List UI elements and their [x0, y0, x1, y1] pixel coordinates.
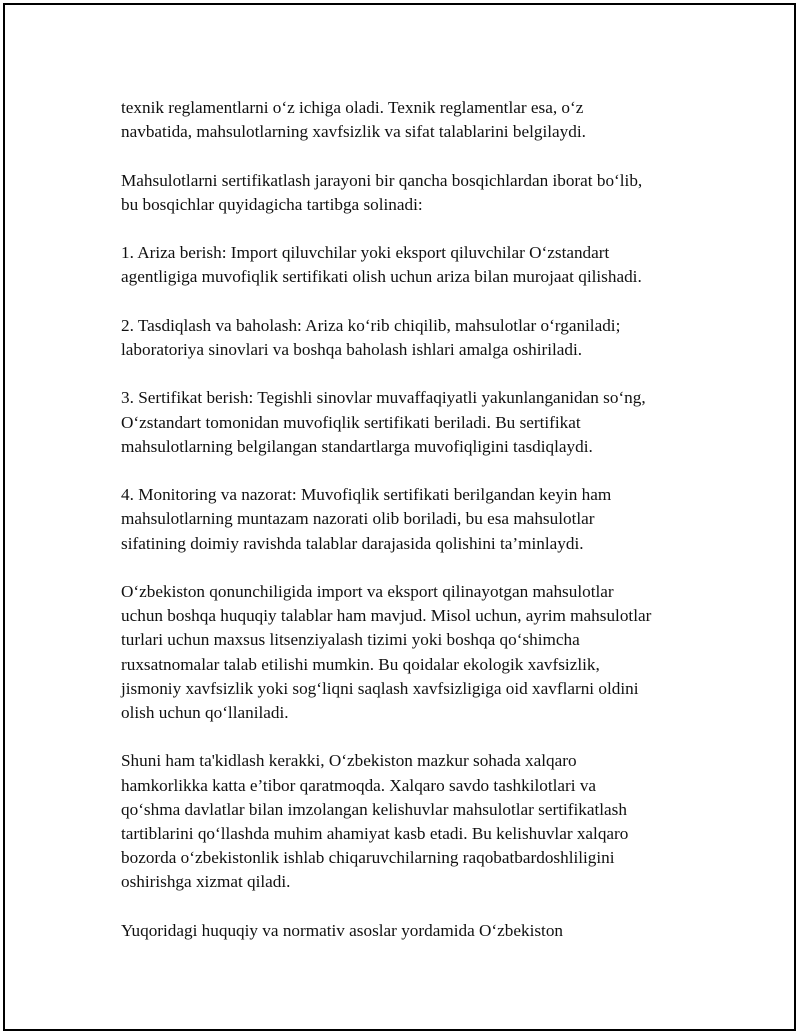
paragraph-5: 3. Sertifikat berish: Tegishli sinovlar muvaffaqiyatli yakunlanganidan so‘ng, O‘zstandart tomonidan muvofiqlik sertifikati beriladi. Bu sertifikat mahsulotlarning belgilangan standartlarga muvofiqligini tasdiqlaydi.	[121, 388, 646, 456]
paragraph-1: texnik reglamentlarni o‘z ichiga oladi. Texnik reglamentlar esa, o‘z navbatida, mahsulotlarning xavfsizlik va sifat talablarini belgilaydi.	[121, 98, 586, 142]
paragraph-9: Yuqoridagi huquqiy va normativ asoslar yordamida O‘zbekiston	[121, 920, 564, 940]
paragraph-4: 2. Tasdiqlash va baholash: Ariza ko‘rib chiqilib, mahsulotlar o‘rganiladi; laboratoriya sinovlari va boshqa baholash ishlari amalga oshiriladi.	[121, 315, 621, 359]
paragraph-3: 1. Ariza berish: Import qiluvchilar yoki eksport qiluvchilar O‘zstandart agentligiga muvofiqlik sertifikati olish uchun ariza bilan murojaat qilishadi.	[121, 243, 642, 287]
document-body	[121, 96, 711, 943]
paragraph-8: Shuni ham ta'kidlash kerakki, O‘zbekiston mazkur sohada xalqaro hamkorlikka katta e’tibor qaratmoqda. Xalqaro savdo tashkilotlari va qo‘shma davlatlar bilan imzolangan kelishuvlar mahsulotlar sertifikatlash tartiblarini qo‘llashda muhim ahamiyat kasb etadi. Bu kelishuvlar xalqaro bozorda o‘zbekistonlik ishlab chiqaruvchilarning raqobatbardoshliligini oshirishga xizmat qiladi.	[121, 751, 629, 892]
paragraph-2: Mahsulotlarni sertifikatlash jarayoni bir qancha bosqichlardan iborat bo‘lib, bu bosqichlar quyidagicha tartibga solinadi:	[121, 170, 643, 214]
paragraph-7: O‘zbekiston qonunchiligida import va eksport qilinayotgan mahsulotlar uchun boshqa huquqiy talablar ham mavjud. Misol uchun, ayrim mahsulotlar turlari uchun maxsus litsenziyalash tizimi yoki boshqa qo‘shimcha ruxsatnomalar talab etilishi mumkin. Bu qoidalar ekologik xavfsizlik, jismoniy xavfsizlik yoki sog‘liqni saqlash xavfsizligiga oid xavflarni oldini olish uchun qo‘llaniladi.	[121, 581, 652, 722]
document-page	[3, 3, 796, 1031]
paragraph-6: 4. Monitoring va nazorat: Muvofiqlik sertifikati berilgandan keyin ham mahsulotlarning muntazam nazorati olib boriladi, bu esa mahsulotlar sifatining doimiy ravishda talablar darajasida qolishini ta’minlaydi.	[121, 485, 612, 553]
